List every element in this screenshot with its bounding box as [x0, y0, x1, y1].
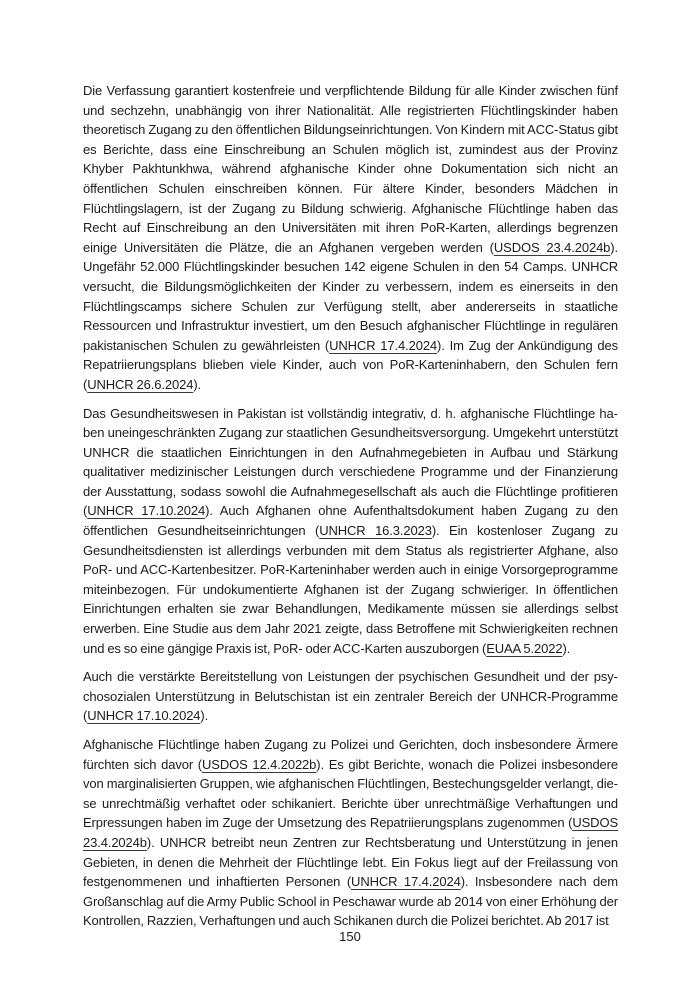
page-footer — [0, 928, 700, 946]
paragraph-text: Die Verfassung garantiert kostenfreie und verpflichtende Bildung für alle Kinder zwischen fünf und sechzehn, unabhängig von ihrer Nationalität. Alle registrierten Flüchtlingskinder haben theoretisch Zugang zu den öffentlichen Bildungseinrichtungen. Von Kindern mit ACC-Status gibt es Berichte, dass eine Einschreibung an Schulen möglich ist, zumindest aus der Provinz Khyber Pakhtunkhwa, während afghanische Kinder ohne Dokumentation sich nicht an öffentlichen Schulen einschreiben können. Für ältere Kinder, besonders Mädchen in Flüchtlingslagern, ist der Zugang zu Bildung schwierig. Afghanische Flüchtlinge haben das Recht auf Einschreibung an den Universitäten mit ihren PoR-Karten, allerdings begrenzen einige Universitäten die Plätze, die an Afghanen vergeben werden ( — [83, 83, 618, 255]
paragraph-text: ). — [193, 376, 202, 392]
paragraph-text: ). Auch Afghanen ohne Aufenthaltsdokument haben Zugang zu den öffentlichen Gesundheitseinrichtungen ( — [83, 503, 618, 539]
reference-link[interactable]: EUAA 5.2022 — [486, 640, 563, 656]
paragraph-text: Das Gesundheitswesen in Pakistan ist vollständig integrativ, d. h. afghanische Flüchtlinge haben uneingeschränkten Zugang zur staatlichen Gesundheitsversorgung. Umgekehrt unterstützt UNHCR die staatlichen Einrichtungen in den Aufnahmegebieten in Aufbau und Stärkung qualitativer medizinischer Leistungen durch verschiedene Programme und der Finanzierung der Ausstattung, sodass sowohl die Aufnahmegesellschaft als auch die Flüchtlinge profitieren ( — [83, 405, 618, 519]
paragraph-text: ). Es gibt Berichte, wonach die Polizei insbesondere von marginalisierten Gruppen, wie afghanischen Flüchtlingen, Bestechungsgelder verlangt, diese unrechtmäßig verhaftet oder schikaniert. Berichte über unrechtmäßige Verhaftungen und Erpressungen haben im Zuge der Umsetzung des Repatriierungsplans zugenommen ( — [83, 756, 618, 831]
page-number: 150 — [339, 929, 361, 944]
paragraph-text: ). Ungefähr 52.000 Flüchtlingskinder besuchen 142 eigene Schulen in den 54 Camps. UNHCR versucht, die Bildungsmöglichkeiten der Kinder zu verbessern, indem es einerseits in den Flüchtlingscamps sichere Schulen zur Verfügung stellt, aber andererseits in staatliche Ressourcen und Infrastruktur investiert, um den Besuch afghanischer Flüchtlinge in regulären pakistanischen Schulen zu gewährleisten ( — [83, 239, 618, 353]
reference-link[interactable]: USDOS 23.4.2024b — [83, 815, 618, 850]
reference-link[interactable]: USDOS 23.4.2024b — [493, 239, 611, 255]
paragraph-text: ). — [562, 640, 571, 656]
reference-link[interactable]: UNHCR 16.3.2023 — [319, 523, 432, 539]
paragraph-text: ). — [200, 708, 209, 724]
paragraph — [83, 81, 618, 395]
paragraph-text: ). Ein kostenloser Zugang zu Gesundheitsdiensten ist allerdings verbunden mit dem Status als registrierter Afghane, also PoR- und ACC-Kartenbesitzer. PoR-Karteninhaber werden auch in einige Vorsorgeprogramme miteinbezogen. Für undokumentierte Afghanen ist der Zugang schwieriger. In öffentlichen Einrichtungen erhalten sie zwar Behandlungen, Medikamente müssen sie allerdings selbst erwerben. Eine Studie aus dem Jahr 2021 zeigte, dass Betroffene mit Schwierigkeiten rechnen und es so eine gängige Praxis ist, PoR- oder ACC-Karten auszuborgen ( — [83, 523, 618, 656]
reference-link[interactable]: UNHCR 17.4.2024 — [329, 337, 438, 353]
reference-link[interactable]: UNHCR 17.10.2024 — [87, 708, 201, 724]
paragraph-text: Auch die verstärkte Bereitstellung von Leistungen der psychischen Gesundheit und der psychosozialen Unterstützung in Belutschistan ist ein zentraler Bereich der UNHCR-Programme ( — [83, 669, 618, 724]
paragraph-text: Afghanische Flüchtlinge haben Zugang zu Polizei und Gerichten, doch insbesondere Ärmere fürchten sich davor ( — [83, 737, 618, 772]
reference-link[interactable]: USDOS 12.4.2022b — [202, 756, 317, 772]
paragraph — [83, 667, 618, 726]
reference-link[interactable]: UNHCR 26.6.2024 — [87, 376, 194, 392]
paragraph-text: ). Insbesondere nach dem Großanschlag auf die Army Public School in Peschawar wurde ab 2014 von einer Erhöhung der Kontrollen, Razzien, Verhaftungen und auch Schikanen durch die Polizei berichtet. Ab 2017 ist — [83, 874, 618, 929]
reference-link[interactable]: UNHCR 17.4.2024 — [351, 874, 461, 890]
paragraph — [83, 735, 618, 931]
paragraph-text: ). UNHCR betreibt neun Zentren zur Rechtsberatung und Unterstützung in jenen Gebieten, in denen die Mehrheit der Flüchtlinge lebt. Ein Fokus liegt auf der Freilassung von festgenommenen und inhaftierten Personen ( — [83, 834, 618, 890]
paragraph-text: ). Im Zug der Ankündigung des Repatriierungsplans blieben viele Kinder, auch von PoR-Karteninhabern, den Schulen fern ( — [83, 337, 619, 392]
reference-link[interactable]: UNHCR 17.10.2024 — [87, 503, 206, 519]
paragraph — [83, 404, 618, 659]
page-body — [83, 81, 618, 940]
